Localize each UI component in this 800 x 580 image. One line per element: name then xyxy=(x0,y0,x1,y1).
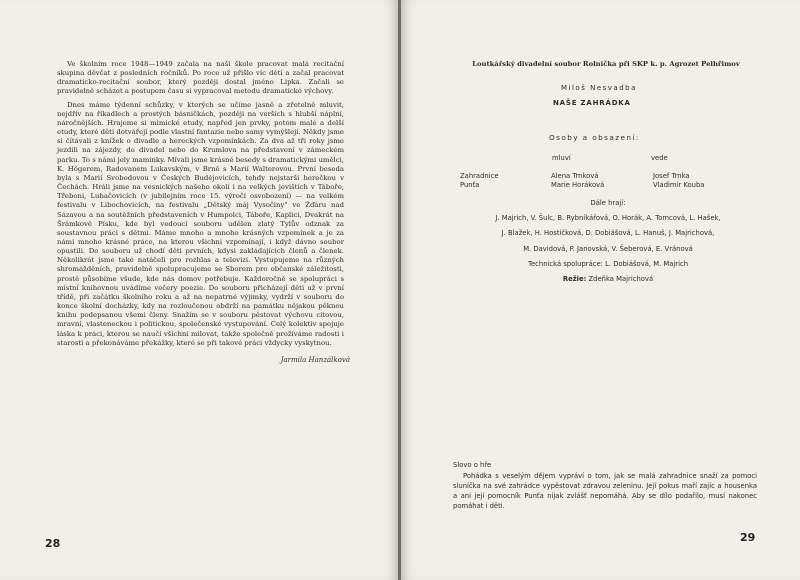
paragraph: Ve školním roce 1948—1949 začala na naší škole pracovat malá recitační skupina děvčat z posledních ročníků. Po roce už přišlo víc dětí a začal pracovat dramaticko-recitační soubor, který později dostal jméno Lipka. Začali se pravidelně scházet a postupem času si vypracoval metodu dramatické výchovy. xyxy=(57,60,344,96)
cast-role: Zahradnice xyxy=(460,172,499,180)
play-title: NAŠE ZAHRÁDKA xyxy=(553,99,631,107)
page-number: 28 xyxy=(45,537,61,550)
word-text: Pohádka s veselým dějem vypráví o tom, jak se malá zahradnice snaží za pomoci sluníčka na své zahrádce vypěstovat zdravou zeleninu. Její pokus maří zajíc a housenka a ani její pomocník Punťa nijak zvlášť nepomáhá. Aby se dílo podařilo, musí nakonec pomáhat i děti. xyxy=(453,472,757,511)
left-page xyxy=(0,0,398,580)
right-page xyxy=(401,0,800,580)
cast-heading: Osoby a obsazení: xyxy=(549,133,640,142)
article-text xyxy=(57,60,344,348)
column-header-mluvi: mluví xyxy=(552,154,571,162)
column-header-vede: vede xyxy=(651,154,668,162)
page-number: 29 xyxy=(740,531,756,544)
word-title: Slovo o hře xyxy=(453,461,492,469)
cast-voice: Alena Trnková xyxy=(551,172,599,180)
director-label: Režie: xyxy=(562,275,587,284)
technical-credits: Technická spolupráce: L. Dobiášová, M. Majrich xyxy=(527,259,689,268)
word-about-play xyxy=(453,460,757,511)
director-name: Zdeňka Majrichová xyxy=(588,275,654,284)
cast-puppeteer: Josef Trnka xyxy=(653,172,690,180)
cast-puppeteer: Vladimír Kouba xyxy=(653,181,705,189)
cast-role: Punťa xyxy=(460,181,480,189)
author-name: Miloš Nesvadba xyxy=(561,84,637,92)
director-line xyxy=(453,272,763,287)
dale-hraji-heading: Dále hrají: xyxy=(590,199,626,207)
ensemble-header: Loutkářský divadelní soubor Rolnička při SKP k. p. Agrozet Pelhřimov xyxy=(472,60,740,68)
cast-voice: Marie Horáková xyxy=(551,181,605,189)
players-line: J. Majrich, V. Šulc, B. Rybníkářová, O. Horák, A. Tomcová, L. Hašek, xyxy=(495,214,721,223)
players-line: J. Blažek, H. Hostičková, D. Dobiášová, L. Hanuš, J. Majrichová, xyxy=(501,229,715,238)
signature: Jarmila Hanzálková xyxy=(280,356,350,364)
players-line: M. Davidová, P. Janovská, V. Šeberová, E. Vránová xyxy=(523,244,693,253)
paragraph: Dnes máme týdenní schůzky, v kterých se učíme jasně a zřetelně mluvit, nejdřív na říkadlech a prostých básničkách, později na verších s hlubší náplní, náročnějších. Hrajeme si mimické etudy, napřed jen prvky, potom malé a delší etudy, které děti dotvářejí podle vlastní fantazie nebo samy vymýšlejí. Někdy jsme si čítávali z knížek o divadle a hereckých vzpomínkách. Za dva až tři roky jsme jezdili na zájezdy, do divadel nebo do Krumlova na představení v zámeckém parku. To s námi jely maminky. Mívali jsme krásné besedy s dramatickými umělci, K. Högerem, Radovanem Lukavským, v Brně s Marií Walterovou. První beseda byla s Marií Svobodovou v Českých Budějovicích, tehdy nejstarší herečkou v Čechách. Hráli jsme na vesnických našeho okolí i na velkých jevištích v Táboře, Třeboni, Luhačovicích (v jubilejním roce 15. výročí osvobození) — na velkém festivalu v Libochovicích, na festivalu „Dětský máj Vysočiny" ve Žďáru nad Sázavou a na soutěžních představeních v Humpolci, Táboře, Kaplici, Dvakrát na Šrámkově Písku, kde byl vedoucí souboru udělen zlatý Tylův odznak za soustavnou práci s dětmi. Máme mnoho a mnoho krásných vzpomínek a je za námi mnoho krásné práce, na kterou všichni vzpomínají, i když dávno soubor opustili. Do souboru už chodí děti prvních, kdysi zakládajících členů a členek. Několikrát jsme také natáčeli pro rozhlas a televizi. Vystupujeme na různých shromážděních, pravidelně spolupracujeme se Sborem pro občanské záležitosti, prostě působíme všude, kde nás domov potřebuje. Každoročně se spolupráci s místní knihovnou uvádíme večery poezie. Do souboru přicházejí děti už v první třídě, při začátku školního roku a až na nepatrné výjimky, vydrží v souboru do konce školní docházky, kdy na rozloučenou obdrží na památku nějakou pěknou knihu podepsanou všemi členy. Snažím se v souboru pěstovat výchovu citovou, mravní, vlasteneckou i politickou, společenské vystupování. Celý kolektiv spojuje láska k práci, kterou se naučí všichni milovat, takže společně prožíváme radosti i starosti a překonáváme překážky, které se při takové práci vždycky vyskytnou. xyxy=(57,100,344,347)
credits xyxy=(453,196,763,287)
